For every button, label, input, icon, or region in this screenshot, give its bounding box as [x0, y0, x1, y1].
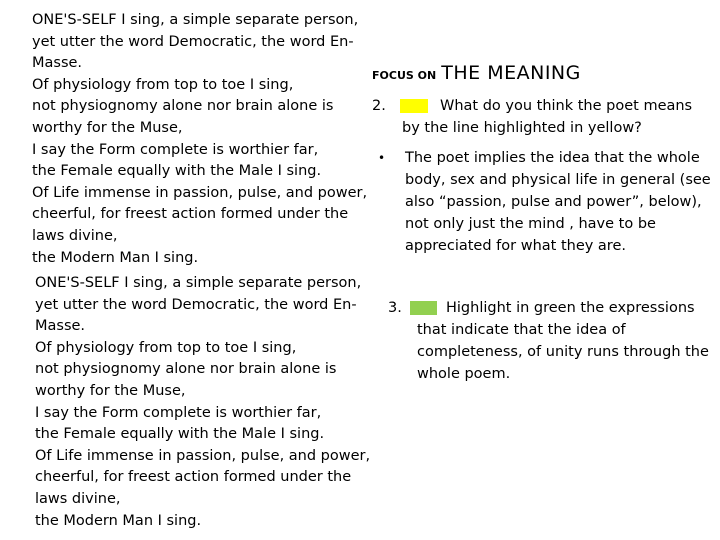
question-line: whole poem.: [417, 366, 511, 382]
poem-line: worthy for the Muse,: [35, 382, 186, 399]
bullet-icon: •: [378, 151, 386, 165]
question-2: [372, 95, 712, 145]
poem-line: Of Life immense in passion, pulse, and power,: [35, 447, 371, 464]
answer-text: [405, 147, 711, 257]
poem-line: laws divine,: [32, 227, 118, 244]
poem-line: the Female equally with the Male I sing.: [35, 426, 325, 443]
question-line: completeness, of unity runs through the: [417, 344, 709, 360]
poem-line: worthy for the Muse,: [32, 119, 183, 136]
poem-line: the Modern Man I sing.: [35, 512, 202, 529]
question-line: What do you think the poet means: [440, 98, 693, 114]
poem-line: I say the Form complete is worthier far,: [35, 404, 322, 421]
poem-line: ONE'S-SELF I sing, a simple separate person,: [35, 275, 362, 291]
poem-line: Masse.: [35, 318, 86, 335]
question-number: 2.: [372, 98, 386, 114]
poem-line: yet utter the word Democratic, the word En-: [35, 296, 357, 313]
poem-line: cheerful, for freest action formed under the: [35, 469, 352, 486]
answer-line: also “passion, pulse and power”, below),: [405, 194, 702, 210]
poem-line: ONE'S-SELF I sing, a simple separate person,: [32, 12, 359, 28]
poem-line: the Female equally with the Male I sing.: [32, 163, 322, 180]
poem-line: not physiognomy alone nor brain alone is: [32, 98, 334, 115]
poem-line: Masse.: [32, 55, 83, 72]
heading-prefix: FOCUS ON: [372, 69, 437, 82]
heading-title: THE MEANING: [441, 62, 581, 84]
answer-line: The poet implies the idea that the whole: [405, 150, 700, 166]
poem-line: not physiognomy alone nor brain alone is: [35, 361, 337, 378]
poem-line: Of physiology from top to toe I sing,: [35, 339, 297, 356]
poem-line: I say the Form complete is worthier far,: [32, 141, 319, 158]
question-number: 3.: [388, 300, 402, 316]
poem-line: yet utter the word Democratic, the word En-: [32, 33, 354, 50]
answer-bullet: [378, 147, 718, 257]
question-text: [417, 297, 709, 385]
answer-line: body, sex and physical life in general (see: [405, 172, 711, 188]
poem-line: Of Life immense in passion, pulse, and power,: [32, 184, 368, 201]
answer-line: not only just the mind , have to be: [405, 216, 656, 232]
poem-line: Of physiology from top to toe I sing,: [32, 76, 294, 93]
poem-line: cheerful, for freest action formed under the: [32, 206, 349, 223]
answer-line: appreciated for what they are.: [405, 238, 626, 254]
question-3: [388, 297, 718, 387]
poem-text-top: [32, 10, 367, 269]
question-line: by the line highlighted in yellow?: [402, 120, 642, 136]
question-line: that indicate that the idea of: [417, 322, 626, 338]
question-text: [402, 95, 692, 139]
poem-line: laws divine,: [35, 490, 121, 507]
poem-line: the Modern Man I sing.: [32, 249, 199, 266]
section-heading: [372, 62, 581, 84]
question-line: Highlight in green the expressions: [446, 300, 695, 316]
poem-text-bottom: [35, 273, 370, 532]
